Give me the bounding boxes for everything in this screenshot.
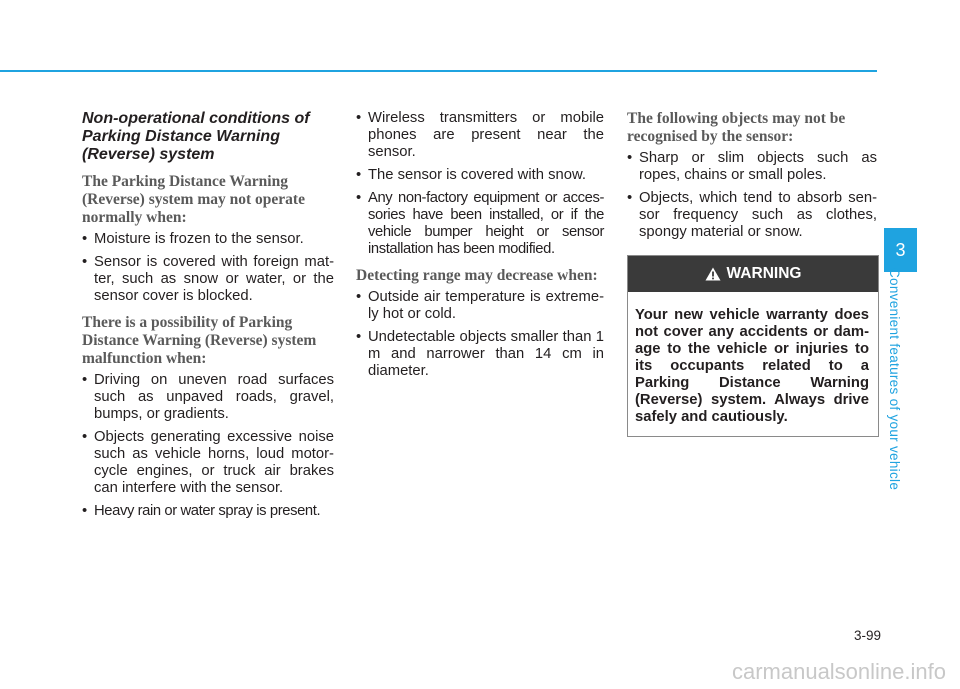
list-item: • Heavy rain or water spray is present. [82, 503, 321, 519]
column-1 [82, 110, 334, 529]
list-item: • Any non-factory equipment or acces-sories have been installed, or if the vehicle bumper height or sensor installation has been modified. [356, 190, 604, 257]
section-heading: Non-operational conditions of Parking Distance Warning (Reverse) system [82, 110, 310, 163]
list-item: • Objects generating excessive noise such as vehicle horns, loud motor-cycle engines, or truck air brakes can interfere with the sensor. [82, 429, 334, 496]
list-item: • Sensor is covered with foreign mat-ter, such as snow or water, or the sensor cover is blocked. [82, 254, 334, 304]
warning-box [627, 255, 879, 437]
subheading-detecting-range: Detecting range may decrease when: [356, 267, 598, 284]
list-item: • Outside air temperature is extreme-ly hot or cold. [356, 289, 604, 322]
list-item: • Wireless transmitters or mobile phones are present near the sensor. [356, 110, 604, 160]
warning-triangle-icon [705, 267, 721, 281]
list-item: • Undetectable objects smaller than 1 m and narrower than 14 cm in diameter. [356, 329, 604, 379]
column-3 [627, 110, 877, 437]
page-number: 3-99 [853, 628, 881, 643]
section-number-tab: 3 [884, 228, 917, 272]
header-rule [0, 70, 877, 72]
list-objects-not-recognised [627, 150, 877, 241]
list-item: • Driving on uneven road surfaces such as unpaved roads, gravel, bumps, or gradients. [82, 372, 334, 422]
warning-header [628, 256, 878, 292]
list-detecting-range [356, 289, 604, 380]
list-item: • Sharp or slim objects such as ropes, chains or small poles. [627, 150, 877, 183]
list-may-not-operate [82, 231, 334, 305]
list-item: • Objects, which tend to absorb sen-sor frequency such as clothes, spongy material or snow. [627, 190, 877, 240]
subheading-malfunction: There is a possibility of Parking Distance Warning (Reverse) system malfunction when: [82, 314, 317, 367]
column-2 [356, 110, 604, 389]
section-title-vertical: Convenient features of your vehicle [887, 268, 902, 491]
list-item: • Moisture is frozen to the sensor. [82, 231, 304, 247]
list-malfunction [82, 372, 334, 520]
subheading-objects-not-recognised: The following objects may not be recognised by the sensor: [627, 110, 846, 145]
warning-text: Your new vehicle warranty does not cover any accidents or dam-age to the vehicle or injuries to its occupants related to a Parking Distance Warning (Reverse) system. Always drive safely and cautiously. [635, 307, 869, 425]
warning-title: WARNING [726, 265, 802, 282]
list-conditions-continued [356, 110, 604, 258]
list-item: • The sensor is covered with snow. [356, 167, 586, 183]
watermark: carmanualsonline.info [731, 659, 946, 684]
subheading-may-not-operate: The Parking Distance Warning (Reverse) system may not operate normally when: [82, 173, 305, 226]
